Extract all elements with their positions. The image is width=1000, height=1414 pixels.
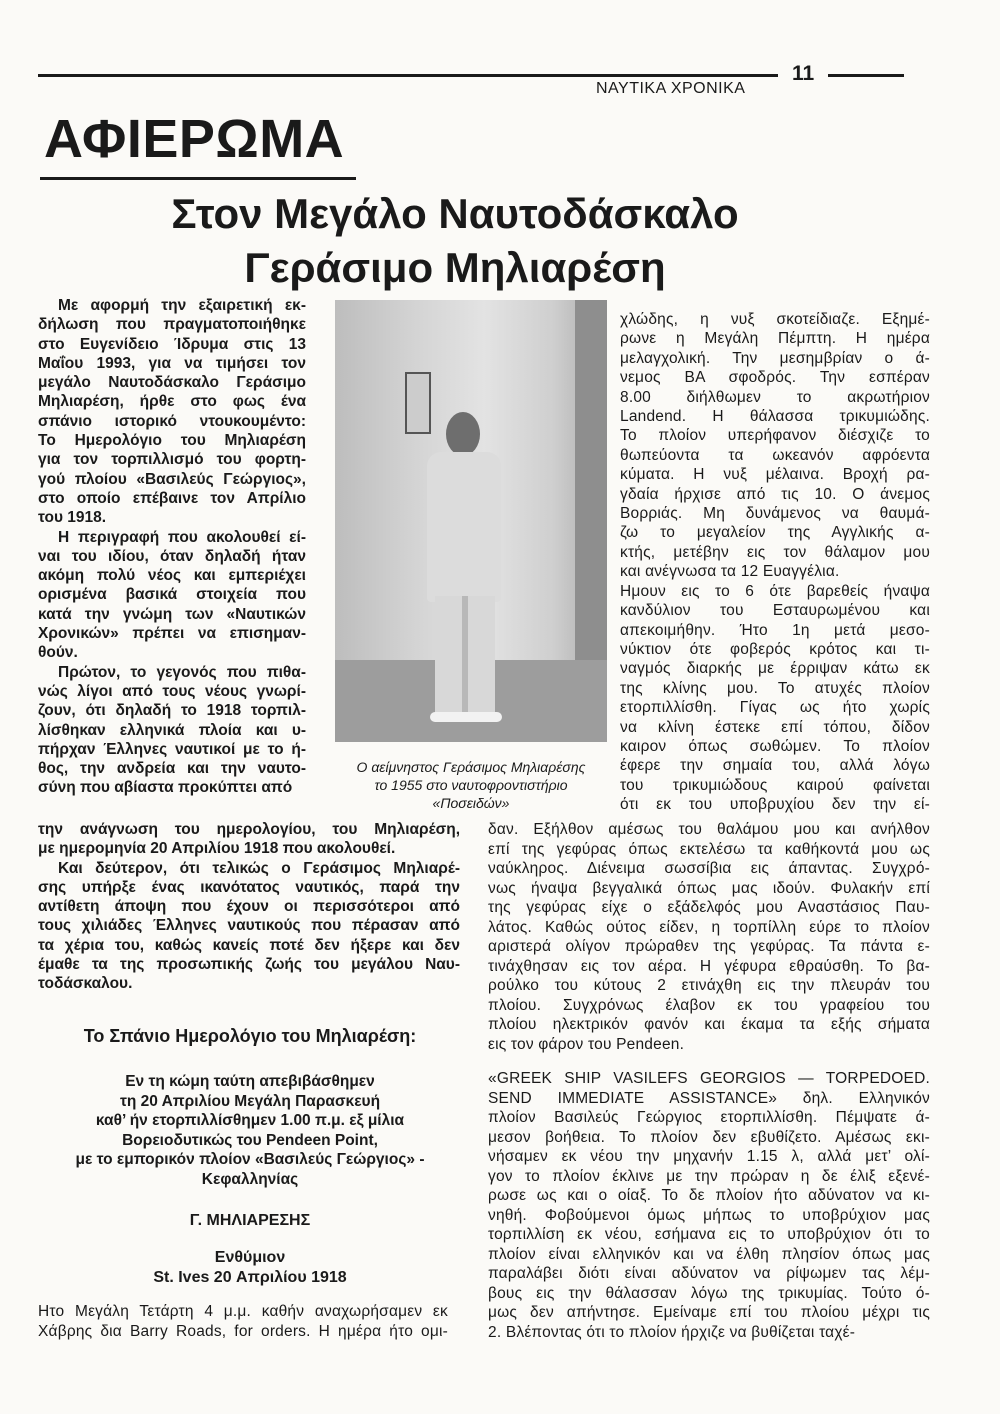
- caption-line: Ο αείμνηστος Γεράσιμος Μηλιαρέσης: [356, 759, 586, 775]
- header-rule-left: [38, 74, 778, 77]
- text-line: τα χέρια του, καθώς κανείς ποτέ δεν ήξερε και δεν: [38, 936, 460, 954]
- text-line: αριστερά ολίγον πρώραθεν της γεφύρας. Τα πάντα ε-: [488, 938, 930, 955]
- text-line: λάτος. Καθώς ούτος είδεν, η τορπίλλη εύρε το πλοίον: [488, 918, 930, 936]
- text-line: τη 20 Απριλίου Μεγάλη Παρασκευή: [119, 1092, 381, 1110]
- text-line: 2. Βλέποντας ότι το πλοίον ήρχιζε να βυθίζεται ταχέ-: [488, 1323, 856, 1341]
- text-line: τορπιλλίση εκ νέου, εσήμανα εις το υποβρύχιον ότι το: [488, 1226, 930, 1243]
- text-line: έφερε την σημαία του, αλλά λόγω: [620, 757, 930, 775]
- text-line: κτής, μετέβην εις τον θάλαμον μου: [620, 543, 930, 561]
- section-heading: ΑΦΙΕΡΩΜΑ: [44, 109, 345, 169]
- text-line: πλοίου. Συγχρόνως έλαβον εκ του γραφείου του: [488, 996, 930, 1014]
- text-line: ρούλκο του κύτους 2 ετινάχθη εις την πλευράν του: [488, 977, 930, 994]
- text-line: σης υπήρξε ένας ικανότατος ναυτικός, παρά την: [38, 878, 460, 896]
- text-line: της γεφύρας είχε ο εξάδελφός μου Αναστάσιος Παυ-: [488, 899, 930, 916]
- text-line: Χρονικών» πρέπει να επισημαν-: [38, 625, 306, 643]
- text-line: νώς λίγοι από τους νέους γνωρί-: [38, 682, 306, 700]
- text-line: καθ’ ήν ετορπιλλίσθημεν 1.00 π.μ. εξ μίλια: [95, 1112, 405, 1130]
- text-line: του 1918.: [38, 509, 107, 527]
- article-title-line1: Στον Μεγάλο Ναυτοδάσκαλο: [171, 190, 739, 237]
- text-line: Μαΐου 1993, για να τιμήσει τον: [38, 354, 306, 372]
- text-line: έμαθε τα της προσωπικής ζωής του μεγάλου Ναυ-: [38, 956, 460, 974]
- text-line: τινάχθησαν εις τον αέρα. Η γέφυρα εθραύσθη. Το βα-: [488, 957, 930, 975]
- text-line: Landend. Η θάλασσα τρικυμιώδης.: [620, 408, 930, 426]
- text-line: την ανάγνωση του ημερολογίου, του Μηλιαρέση,: [38, 821, 460, 838]
- text-line: νύκτιον ότε φοβερός κρότος και τι-: [620, 640, 930, 658]
- caption-line: το 1955 στο ναυτοφροντιστήριο: [374, 777, 568, 793]
- text-line: κατά την γνώμη των «Ναυτικών: [38, 605, 306, 623]
- right-column-text: [620, 310, 930, 815]
- man-head: [446, 412, 480, 456]
- text-line: απεκοιμήθην. Ήτο 1η μετά μεσο-: [620, 621, 930, 639]
- header-rule-right: [828, 74, 904, 77]
- text-line: δήλωση που πραγματοποιήθηκε: [38, 316, 306, 334]
- right-wide-text: [488, 820, 930, 1342]
- text-line: Ητο Μεγάλη Τετάρτη 4 μ.μ. καθήν αναχωρήσαμεν εκ: [38, 1303, 448, 1320]
- text-line: ναγμός διαρκής με έρριψαν κάτω εκ: [620, 660, 930, 678]
- text-line: Η περιγραφή που ακολουθεί εί-: [58, 528, 306, 546]
- text-line: SEND IMMEDIATE ASSISTANCE» δηλ. Ελληνικόν: [488, 1089, 930, 1107]
- left-column-text: [38, 296, 306, 798]
- text-line: μεσον βοήθεια. Το πλοίον δεν εβυθίζετο. Αμέσως εκι-: [488, 1128, 930, 1146]
- man-legs: [435, 596, 495, 716]
- text-line: Το πλοίον υπερήφανον διέσχιζε το: [620, 427, 930, 445]
- text-line: παραλάβει διότι είναι αδύνατον να ρίψωμεν τας λέμ-: [488, 1265, 930, 1282]
- publication-name: ΝΑΥΤΙΚΑ ΧΡΟΝΙΚΑ: [592, 80, 749, 98]
- text-line: μεγάλο Ναυτοδάσκαλο Γεράσιμο: [38, 374, 306, 392]
- diary-opening: [38, 1302, 448, 1342]
- diary-signature: Γ. ΜΗΛΙΑΡΕΣΗΣ: [189, 1212, 311, 1229]
- text-line: επί της γεφύρας όπως εκτελέσω τα καθήκοντά μου ως: [488, 840, 930, 858]
- text-line: γού πλοίου «Βασιλεύς Γεώργιος»,: [38, 470, 306, 488]
- text-line: «GREEK SHIP VASILEFS GEORGIOS — TORPEDOED.: [488, 1070, 930, 1087]
- text-line: δαν. Εξήλθον αμέσως του θαλάμου μου και ανήλθον: [488, 821, 930, 838]
- text-line: νως ήναψα βεγγαλικά όπως μας ιδούν. Φυλακήν επί: [488, 879, 930, 897]
- text-line: ότι εκ του υποβρυχίου δεν την εί-: [620, 796, 930, 814]
- text-line: θωπεύοντα τα ωκεανόν αφρόεντα: [620, 446, 930, 464]
- page-number: 11: [784, 62, 822, 86]
- text-line: με ημερομηνία 20 Απριλίου 1918 που ακολουθεί.: [38, 840, 396, 858]
- text-line: 8.00 διήλθωμεν το ακρωτήριον: [620, 388, 930, 406]
- diary-place-date: [38, 1248, 462, 1288]
- text-line: ρωσε ως και ο οίαξ. Το δε πλοίον ήτο αδύνατον να κι-: [488, 1187, 930, 1204]
- text-line: Εν τη κώμη ταύτη απεβιβάσθημεν: [125, 1073, 375, 1090]
- text-line: σύνη που αβίαστα προκύπτει από: [38, 779, 293, 797]
- text-line: νηθή. Φοβούμενοι όμως μήπως το υποβρύχιον μας: [488, 1206, 930, 1224]
- section-rule: [40, 177, 356, 180]
- text-line: κύματα. Η νυξ μέλαινα. Βροχή ρα-: [620, 466, 930, 484]
- text-line: ναι του ιδίου, όταν δηλαδή ήταν: [38, 547, 306, 565]
- text-line: πλοίον είναι ελληνικόν και να έλθη πλησίον όπως μας: [488, 1245, 930, 1263]
- text-line: τους χιλιάδες Έλληνες ναυτικούς που πέρασαν από: [38, 917, 460, 935]
- text-line: ναύκληρος. Διένειμα σωσσίβια εις άπαντας. Συγχρό-: [488, 860, 930, 877]
- text-line: στο Ευγενίδειο Ίδρυμα στις 13: [38, 335, 306, 353]
- text-line: ακόμη πολύ νέος και εμπεριέχει: [38, 567, 306, 585]
- text-line: γδαία ήρχισε από τις 10. Ο άνεμος: [620, 485, 930, 503]
- text-line: Κεφαλληνίας: [201, 1170, 299, 1188]
- text-line: κανδύλιον του Εσταυρωμένου και: [620, 602, 930, 620]
- text-line: λίσθηκαν ελληνικά πλοία και υ-: [38, 721, 306, 739]
- portrait-photo: [335, 300, 607, 742]
- text-line: ορισμένα βασικά στοιχεία που: [38, 586, 306, 604]
- text-line: Χάβρης δια Barry Roads, for orders. Η ημέρα ήτο ομι-: [38, 1323, 448, 1340]
- text-line: ρωνε η Μεγάλη Πέμπτη. Η ημέρα: [620, 330, 930, 348]
- text-line: μελαγχολική. Την μεσημβρίαν ο ά-: [620, 349, 930, 367]
- text-line: St. Ives 20 Απριλίου 1918: [153, 1269, 347, 1286]
- text-line: να κλίνη έστεκε επί τόπου, δίδον: [620, 718, 930, 736]
- text-line: Ημουν εις το 6 ότε βαρεθείς ήναψα: [620, 582, 930, 600]
- diary-heading: Το Σπάνιο Ημερολόγιο του Μηλιαρέση:: [83, 1026, 417, 1046]
- text-line: τοδάσκαλου.: [38, 975, 133, 993]
- text-line: στο οποίο επέβαινε τον Απρίλιο: [38, 489, 306, 507]
- text-line: θούν.: [38, 644, 78, 662]
- text-line: γον το πλοίον έκλινε με την πρώραν η δε έλιξ εξενέ-: [488, 1167, 930, 1185]
- diary-intro: [38, 1072, 462, 1190]
- text-line: σπάνιο ιστορικό ντουκουμέντο:: [38, 412, 306, 430]
- text-line: Το Ημερολόγιο του Μηλιαρέση: [38, 432, 306, 450]
- text-line: για τον τορπιλλισμό του φορτη-: [38, 451, 306, 469]
- text-line: της κλίνης μου. Το ατυχές πλοίον: [620, 679, 930, 697]
- text-line: Και δεύτερον, ότι τελικώς ο Γεράσιμος Μηλιαρέ-: [58, 859, 460, 877]
- text-line: βους εις την θάλασσαν λόγω της τρικυμίας. Τούτο ό-: [488, 1284, 930, 1302]
- text-line: θος, την ανδρεία και την ναυτο-: [38, 760, 306, 778]
- text-line: Μηλιαρέση, ήρθε στο φως ένα: [38, 393, 306, 411]
- text-line: πήρχαν Έλληνες ναυτικοί με το ή-: [38, 740, 306, 758]
- article-title-line2: Γεράσιμο Μηλιαρέση: [244, 244, 666, 291]
- text-line: ζω το μεγαλείον της Αγγλικής α-: [620, 524, 930, 542]
- text-line: μως δεν απήντησε. Εμείναμε επί του πλοίου μέχρι τις: [488, 1304, 930, 1321]
- man-shoes: [430, 712, 502, 722]
- text-line: νεμος ΒΑ σφοδρός. Την εσπέραν: [620, 369, 930, 387]
- text-line: με το εμπορικόν πλοίον «Βασιλεύς Γεώργιος» -: [75, 1151, 425, 1169]
- text-line: Βορειοδυτικώς του Pendeen Point,: [122, 1131, 378, 1149]
- text-line: και ανέγνωσα τα 12 Ευαγγέλια.: [620, 563, 840, 581]
- text-line: πλοίου ηλεκτρικόν φανόν και έκαμα τα εξής σήματα: [488, 1016, 930, 1033]
- text-line: ζουν, ότι δηλαδή το 1918 τορπιλ-: [38, 702, 306, 720]
- wall-frame: [405, 372, 431, 434]
- text-line: του τρικυμιώδους καιρού φαίνεται: [620, 776, 930, 794]
- text-line: χλώδης, η νυξ σκοτείδιαζε. Εξημέ-: [620, 311, 930, 328]
- caption-line: «Ποσειδών»: [432, 795, 510, 811]
- left-wide-text: [38, 820, 460, 994]
- text-line: Βορριάς. Μη δυνάμενος να θαυμά-: [620, 505, 930, 523]
- photo-caption: [318, 758, 624, 812]
- text-line: εις τον φάρον του Pendeen.: [488, 1035, 685, 1053]
- text-line: Με αφορμή την εξαιρετική εκ-: [58, 297, 306, 314]
- text-line: Ενθύμιον: [214, 1249, 286, 1266]
- text-line: αντίθετη άποψη που έχουν οι περισσότεροι από: [38, 898, 460, 916]
- man-suit: [427, 452, 501, 602]
- text-line: ετορπιλλίσθη. Γίγας ως ήτο χωρίς: [620, 699, 930, 717]
- text-line: πλοίον Βασιλεύς Γεώργιος ετορπιλλίσθη. Πέμψατε ά-: [488, 1109, 930, 1126]
- text-line: καιρον όπως σωθώμεν. Το πλοίον: [620, 737, 930, 755]
- text-line: νήσαμεν εκ νέου την μηχανήν 1.15 λ, αλλά μετ’ ολί-: [488, 1148, 930, 1165]
- text-line: Πρώτον, το γεγονός που πιθα-: [58, 663, 306, 681]
